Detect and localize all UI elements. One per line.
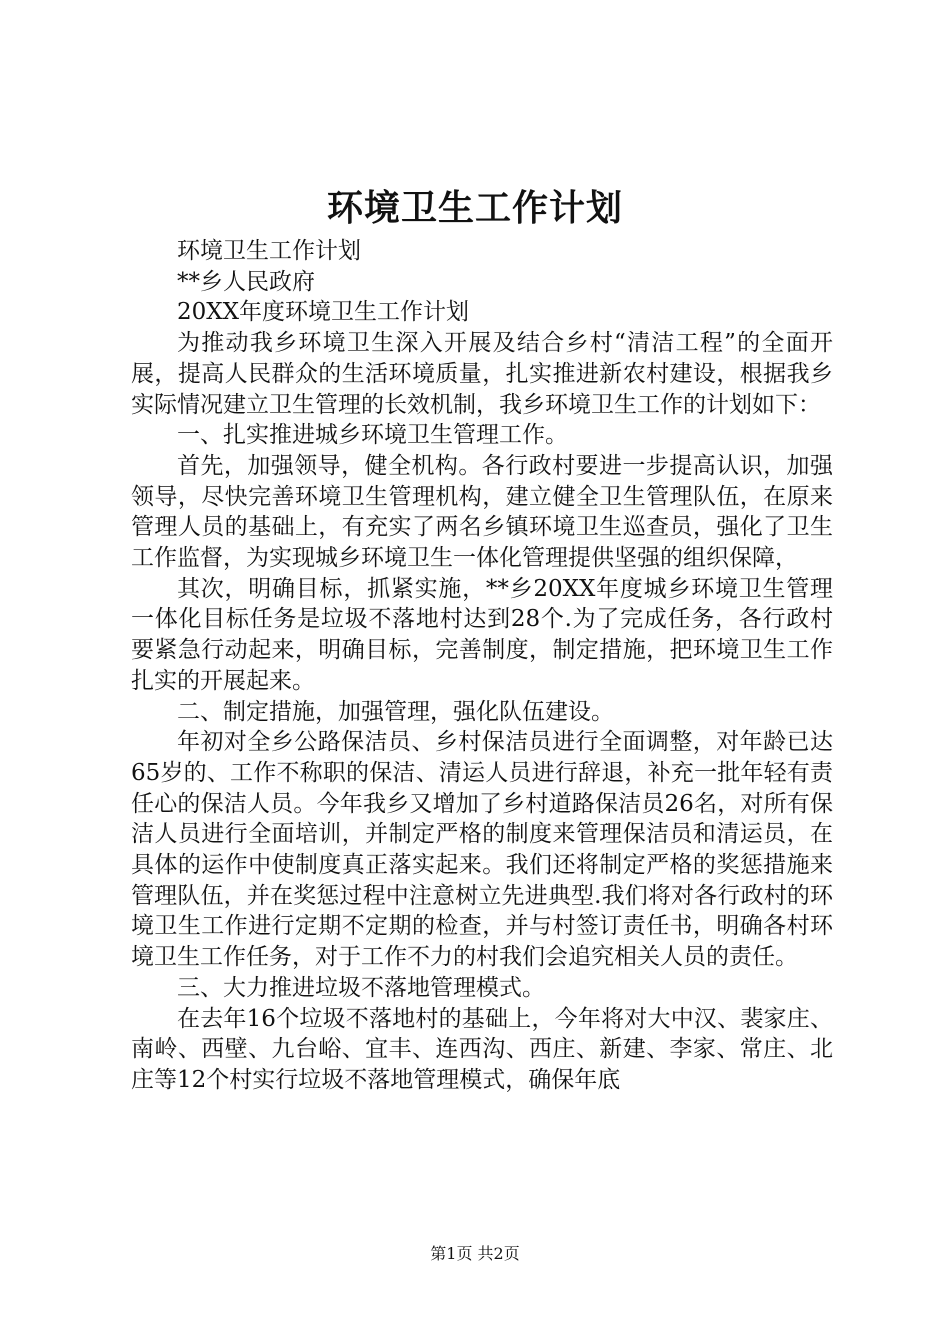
section-heading-3: 三、大力推进垃圾不落地管理模式。: [177, 974, 545, 1001]
section-heading-1: 一、扎实推进城乡环境卫生管理工作。: [177, 422, 568, 449]
document-body: [131, 236, 833, 1096]
paragraph-plan-year: 20XX年度环境卫生工作计划: [177, 299, 470, 326]
paragraph-second: 其次，明确目标，抓紧实施，**乡20XX年度城乡环境卫生管理一体化目标任务是垃圾不落地村达到28个.为了完成任务，各行政村要紧急行动起来，明确目标，完善制度，制定措施，把环境卫生工作扎实的开展起来。: [131, 575, 833, 694]
paragraph-issuer: **乡人民政府: [177, 268, 315, 295]
document-title: 环境卫生工作计划: [326, 187, 623, 229]
paragraph-intro: 为推动我乡环境卫生深入开展及结合乡村“清洁工程”的全面开展，提高人民群众的生活环境质量，扎实推进新农村建设，根据我乡实际情况建立卫生管理的长效机制，我乡环境卫生工作的计划如下：: [131, 330, 833, 418]
paragraph-first: 首先，加强领导，健全机构。各行政村要进一步提高认识，加强领导，尽快完善环境卫生管理机构，建立健全卫生管理队伍，在原来管理人员的基础上，有充实了两名乡镇环境卫生巡查员，强化了卫生工作监督，为实现城乡环境卫生一体化管理提供坚强的组织保障，: [131, 452, 833, 572]
page-footer: 第1页 共2页: [430, 1244, 520, 1263]
paragraph-staff: 年初对全乡公路保洁员、乡村保洁员进行全面调整，对年龄已达65岁的、工作不称职的保洁、清运人员进行辞退，补充一批年轻有责任心的保洁人员。今年我乡又增加了乡村道路保洁员26名，对所有保洁人员进行全面培训，并制定严格的制度来管理保洁员和清运员，在具体的运作中使制度真正落实起来。我们还将制定严格的奖惩措施来管理队伍，并在奖惩过程中注意树立先进典型.我们将对各行政村的环境卫生工作进行定期不定期的检查，并与村签订责任书，明确各村环境卫生工作任务，对于工作不力的村我们会追究相关人员的责任。: [131, 729, 833, 971]
paragraph-villages: 在去年16个垃圾不落地村的基础上，今年将对大中汉、裴家庄、南岭、西壁、九台峪、宜丰、连西沟、西庄、新建、李家、常庄、北庄等12个村实行垃圾不落地管理模式，确保年底: [131, 1005, 833, 1093]
section-heading-2: 二、制定措施，加强管理，强化队伍建设。: [177, 698, 614, 725]
paragraph-heading-repeat: 环境卫生工作计划: [177, 238, 361, 264]
